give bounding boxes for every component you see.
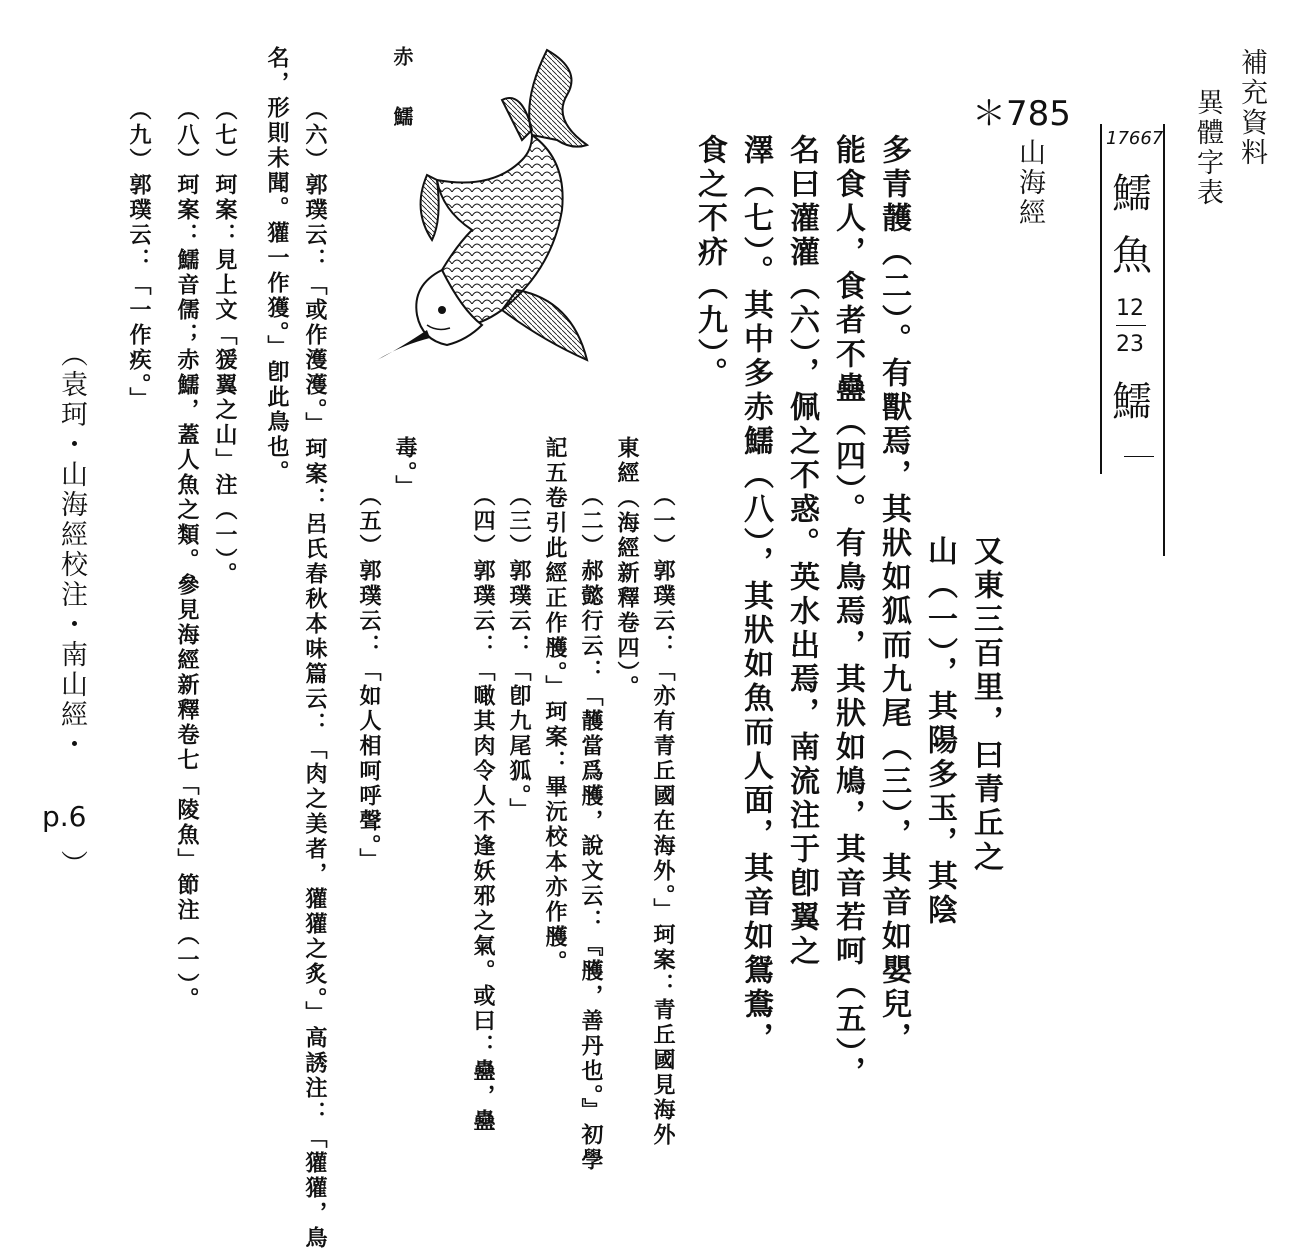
main-text-col-7: 食之不疥（九）。 [692,134,727,391]
note-6-cont: 名，形則未聞。獾一作獲。」卽此鳥也。 [264,46,290,485]
illustration-caption: 赤鱬 [390,46,414,166]
source-close: ） [56,850,87,880]
variant-char-1: 鱬 [1112,171,1152,217]
note-5: （五）郭璞云：「如人相呵呼聲。」 [356,484,382,873]
main-text-col-6: 澤（七）。其中多赤鱬（八），其狀如魚而人面，其音如鴛鴦， [738,134,773,1056]
note-1: （一）郭璞云：「亦有青丘國在海外。」珂案：青丘國見海外 [650,484,676,1148]
entry-id: 17667 [1106,128,1164,149]
note-1-cont: 東經（海經新釋卷四）。 [614,436,640,700]
source-citation: （袁珂・山海經校注・南山經・ [56,340,87,760]
main-text-col-5: 名曰灌灌（六），佩之不惑。英水出焉，南流注于卽翼之 [784,134,819,969]
note-4-cont: 毒。」 [392,436,418,500]
header-subtitle: 異體字表 [1192,88,1223,208]
note-2-cont: 記五卷引此經正作雘。」珂案：畢沅校本亦作雘。 [542,436,568,975]
header-title: 補充資料 [1236,48,1267,168]
table-right-rule [1163,124,1165,556]
variant-table [1102,124,1163,484]
main-text-col-2: 山（一），其陽多玉，其陰 [922,535,957,928]
radical-count: 23 [1116,332,1144,357]
note-7: （七）珂案：見上文「猨翼之山」注（一）。 [212,98,238,587]
note-4: （四）郭璞云：「噉其肉令人不逢妖邪之氣。或曰：蠱，蠱 [470,484,496,1134]
note-6: （六）郭璞云：「或作濩濩。」珂案：呂氏春秋本味篇云：「肉之美者，獾獾之炙。」高誘注：「獾獾，鳥 [302,98,328,1251]
main-text-col-4: 能食人，食者不蠱（四）。有鳥焉，其狀如鳩，其音若呵（五）， [830,134,865,1090]
book-title: 山海經 [1014,138,1045,228]
note-2: （二）郝懿行云：「䨼當爲雘，說文云：『雘，善丹也。』初學 [578,484,604,1173]
source-page: p.6 [42,800,87,833]
note-8: （八）珂案：鱬音儒；赤鱬，蓋人魚之類。參見海經新釋卷七「陵魚」節注（一）。 [174,98,200,1012]
entry-number: ＊785 [972,94,1071,134]
main-text-col-1: 又東三百里，曰青丘之 [968,535,1003,875]
variant-char-2: 魚 [1112,233,1152,279]
variant-char-3: 鱬 [1112,379,1152,425]
main-text-col-3: 多青䨼（二）。有獸焉，其狀如狐而九尾（三），其音如嬰兒， [876,134,911,1056]
stroke-count: 12 [1116,296,1144,321]
note-3: （三）郭璞云：「卽九尾狐。」 [506,484,532,823]
note-9: （九）郭璞云：「一作疾。」 [126,98,152,412]
